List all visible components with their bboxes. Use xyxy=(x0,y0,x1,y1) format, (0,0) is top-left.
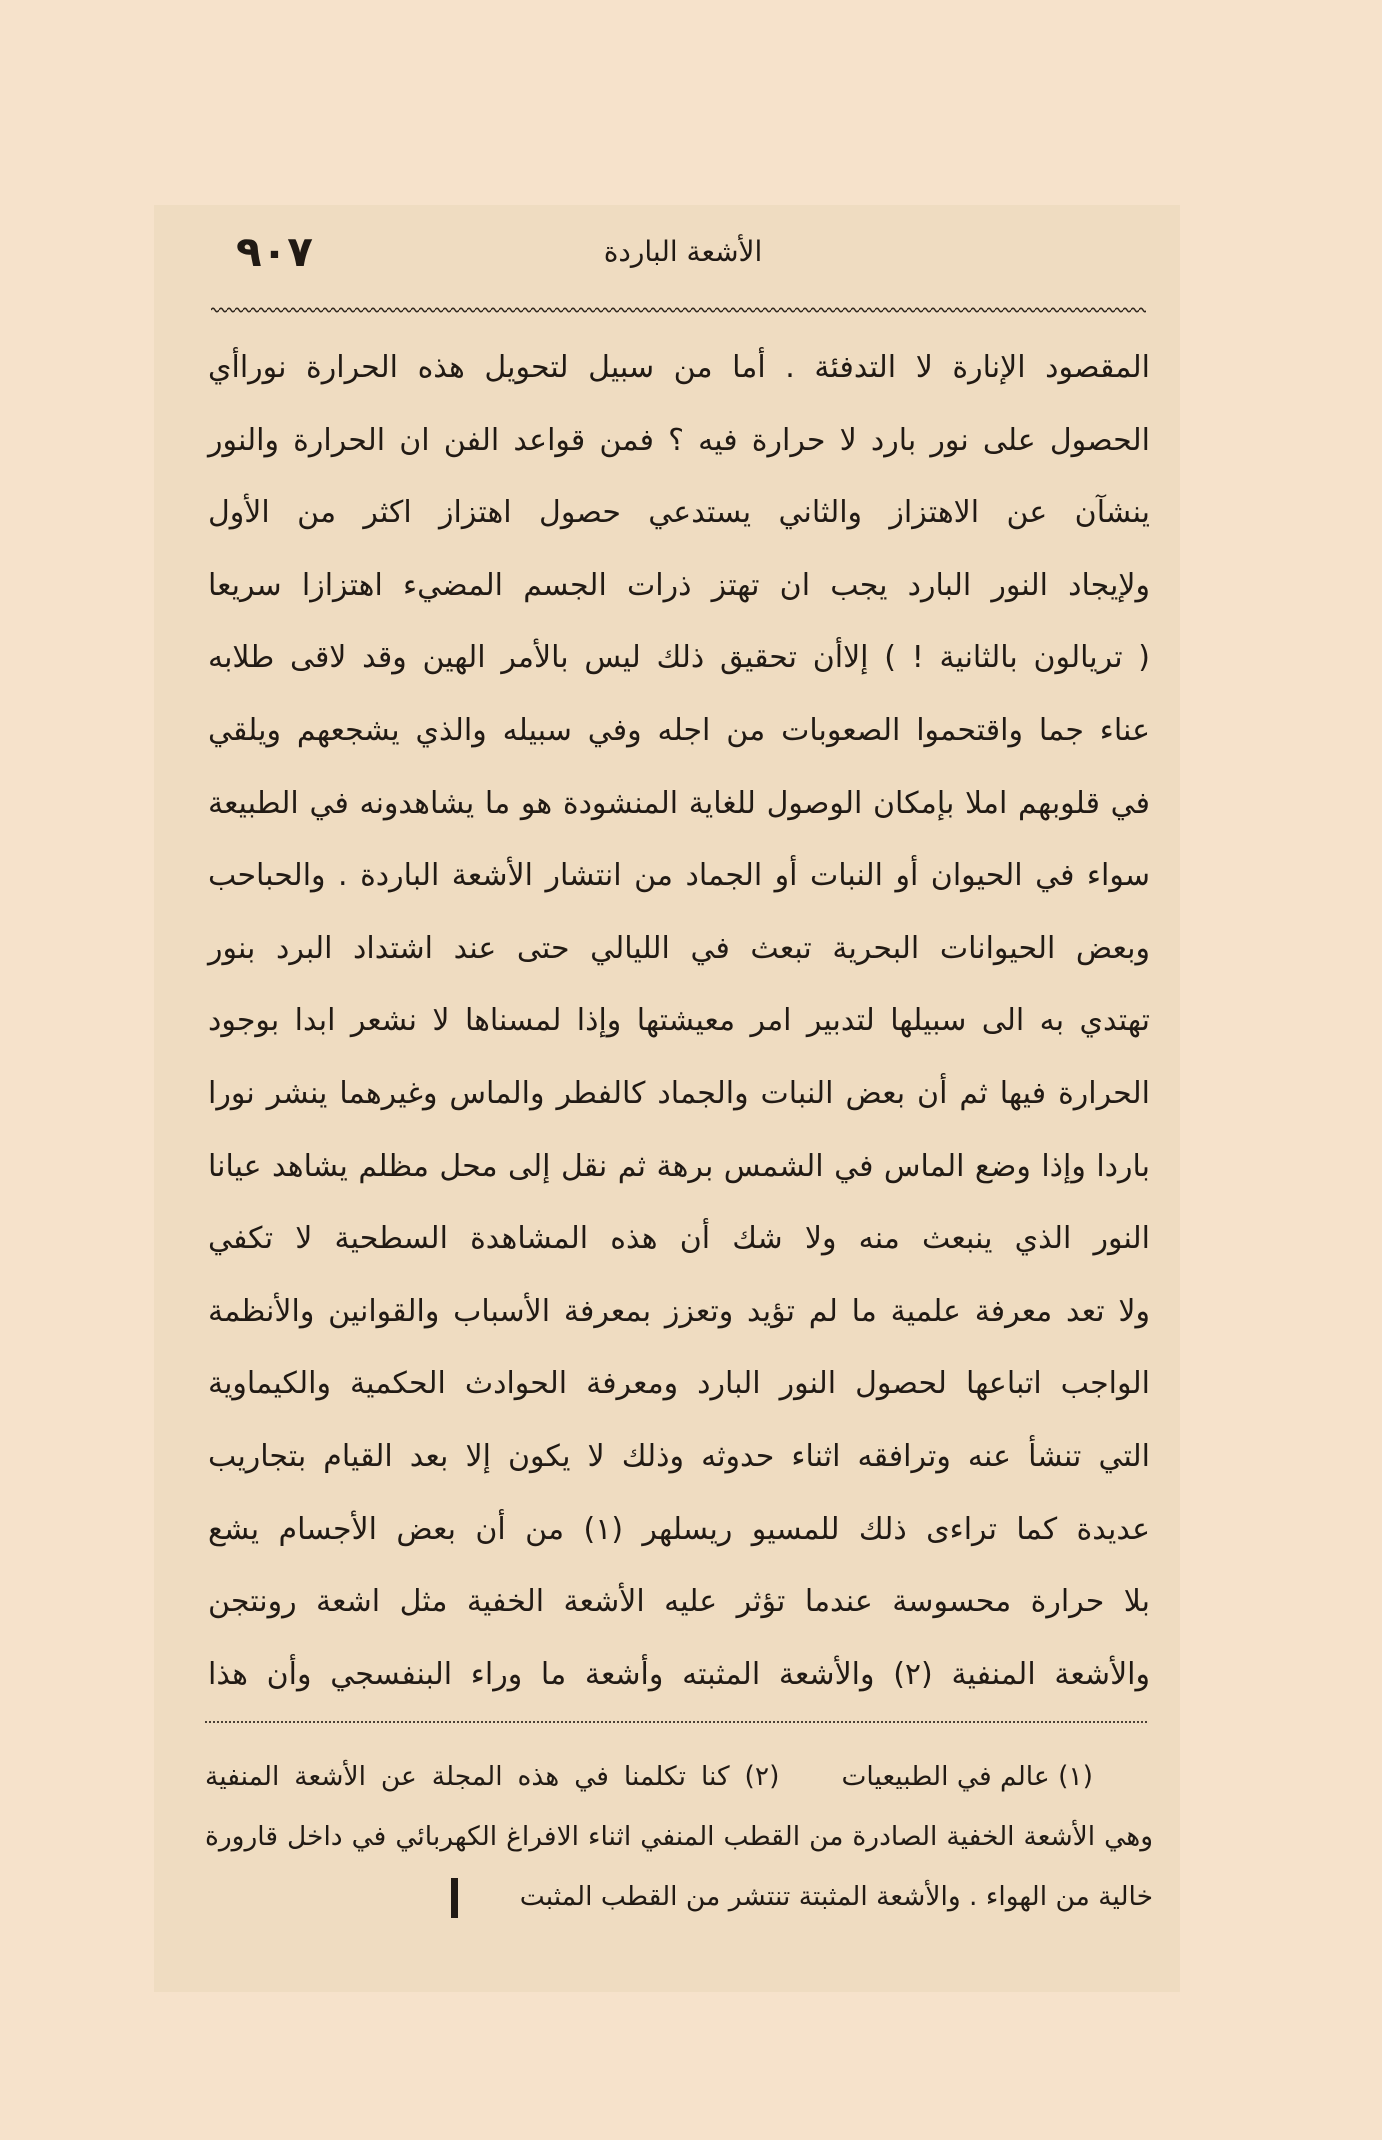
running-title: الأشعة الباردة xyxy=(603,235,763,268)
body-line: المقصود الإنارة لا التدفئة . أما من سبيل لتحويل هذه الحرارة نوراأي xyxy=(208,350,1150,385)
footnote-2-end: خالية من الهواء . والأشعة المثبتة تنتشر من القطب المثبت xyxy=(519,1881,1153,1912)
body-line: بلا حرارة محسوسة عندما تؤثر عليه الأشعة الخفية مثل اشعة رونتجن xyxy=(208,1584,1150,1620)
footnote-2-continuation: وهي الأشعة الخفية الصادرة من القطب المنفي اثناء الافراغ الكهربائي في داخل قارورة xyxy=(205,1821,1153,1852)
body-line: وبعض الحيوانات البحرية تبعث في الليالي حتى عند اشتداد البرد بنور xyxy=(208,930,1150,966)
footnote-separator xyxy=(205,1721,1147,1723)
body-line: سواء في الحيوان أو النبات أو الجماد من انتشار الأشعة الباردة . والحباحب xyxy=(208,858,1150,894)
body-line: الحصول على نور بارد لا حرارة فيه ؟ فمن قواعد الفن ان الحرارة والنور xyxy=(208,422,1150,458)
body-line: تهتدي به الى سبيلها لتدبير امر معيشتها وإذا لمسناها لا نشعر ابدا بوجود xyxy=(208,1003,1150,1039)
footnote-1: (١) عالم في الطبيعيات xyxy=(841,1761,1093,1792)
body-line: والأشعة المنفية (٢) والأشعة المثبته وأشعة ما وراء البنفسجي وأن هذا xyxy=(208,1656,1150,1692)
body-line: الواجب اتباعها لحصول النور البارد ومعرفة الحوادث الحكمية والكيماوية xyxy=(208,1366,1150,1402)
page-number: ٩٠٧ xyxy=(236,227,313,276)
body-line: ينشآن عن الاهتزاز والثاني يستدعي حصول اهتزاز اكثر من الأول xyxy=(208,495,1150,531)
body-line: التي تنشأ عنه وترافقه اثناء حدوثه وذلك لا يكون إلا بعد القيام بتجاريب xyxy=(208,1438,1150,1474)
end-mark xyxy=(451,1878,458,1918)
body-line: الحرارة فيها ثم أن بعض النبات والجماد كالفطر والماس وغيرهما ينشر نورا xyxy=(208,1075,1150,1111)
body-text xyxy=(208,332,1150,1711)
body-line: النور الذي ينبعث منه ولا شك أن هذه المشاهدة السطحية لا تكفي xyxy=(208,1221,1150,1257)
body-line: عديدة كما تراءى ذلك للمسيو ريسلهر (١) من أن بعض الأجسام يشع xyxy=(208,1511,1150,1547)
header-wavy-rule xyxy=(211,305,1146,315)
body-line: في قلوبهم املا بإمكان الوصول للغاية المنشودة هو ما يشاهدونه في الطبيعة xyxy=(208,785,1150,821)
body-line: عناء جما واقتحموا الصعوبات من اجله وفي سبيله والذي يشجعهم ويلقي xyxy=(208,712,1150,748)
footnote-line xyxy=(205,1867,1153,1927)
body-line: ( تريالون بالثانية ! ) إلاأن تحقيق ذلك ليس بالأمر الهين وقد لاقى طلابه xyxy=(208,640,1150,676)
body-line: باردا وإذا وضع الماس في الشمس برهة ثم نقل إلى محل مظلم يشاهد عيانا xyxy=(208,1148,1150,1184)
footnotes xyxy=(205,1747,1153,1927)
footnote-line xyxy=(205,1747,1153,1807)
body-line: ولإيجاد النور البارد يجب ان تهتز ذرات الجسم المضيء اهتزازا سريعا xyxy=(208,567,1150,603)
body-line: ولا تعد معرفة علمية ما لم تؤيد وتعزز بمعرفة الأسباب والقوانين والأنظمة xyxy=(208,1293,1150,1329)
footnote-2-start: (٢) كنا تكلمنا في هذه المجلة عن الأشعة المنفية xyxy=(205,1761,780,1792)
